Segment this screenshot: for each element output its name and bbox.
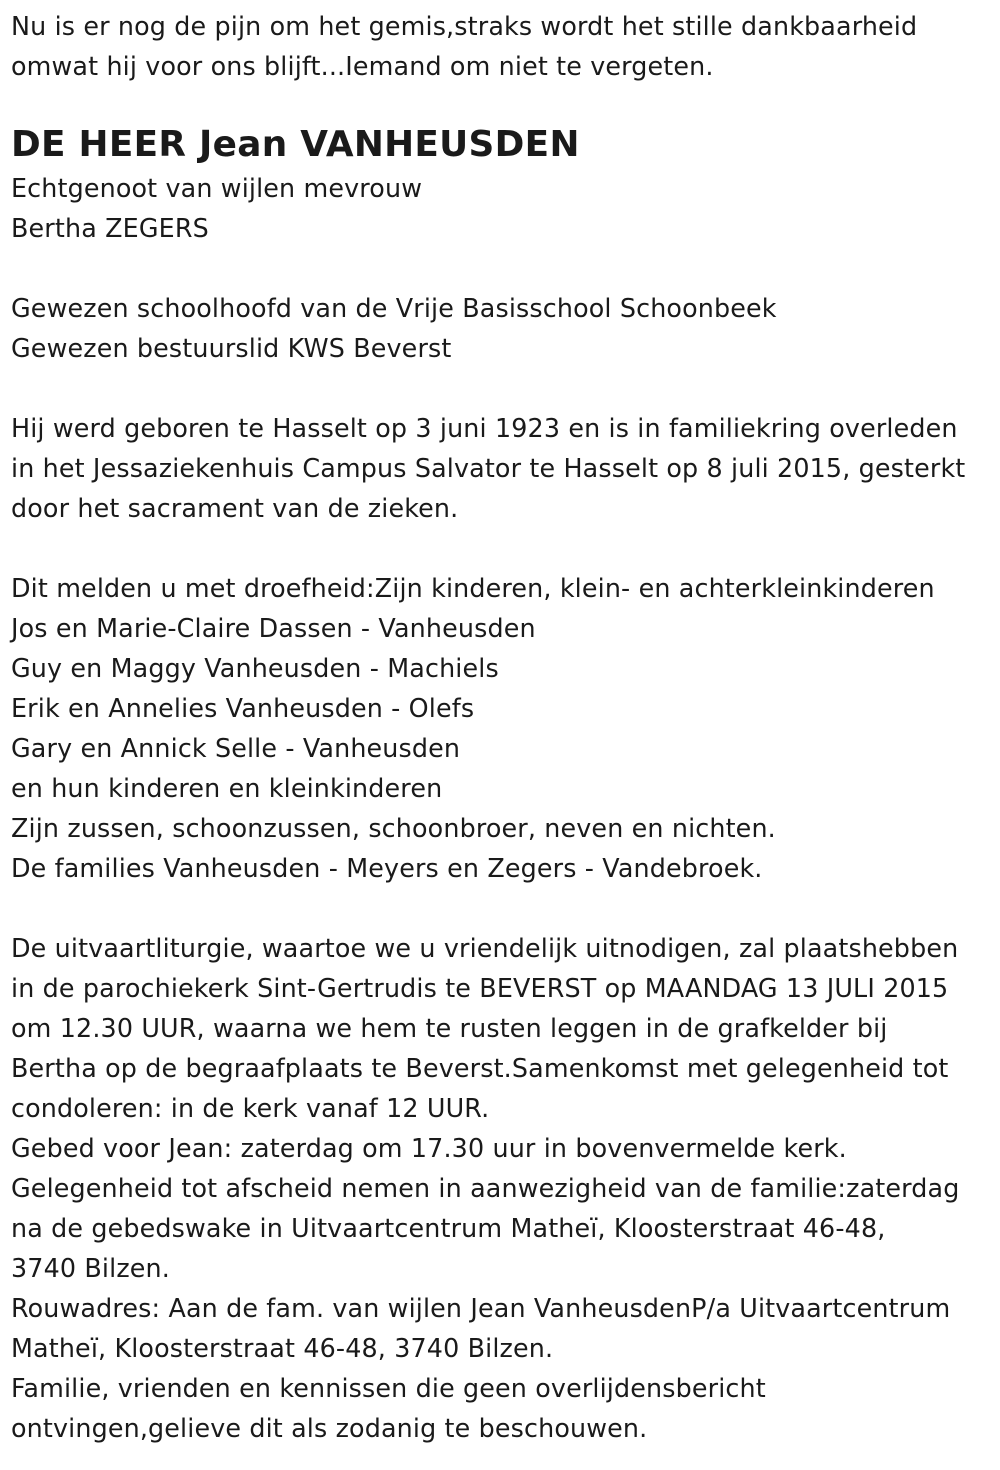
family-line: Guy en Maggy Vanheusden - Machiels xyxy=(11,654,499,684)
funeral-line: Familie, vrienden en kennissen die geen overlijdensbericht xyxy=(11,1374,766,1404)
family-line: Dit melden u met droefheid:Zijn kinderen, klein- en achterkleinkinderen xyxy=(11,574,935,604)
birth-death-line: Hij werd geboren te Hasselt op 3 juni 1923 en is in familiekring overleden xyxy=(11,414,958,444)
spouse-line: Bertha ZEGERS xyxy=(11,214,209,244)
family-line: Gary en Annick Selle - Vanheusden xyxy=(11,734,461,764)
function-line: Gewezen bestuurslid KWS Beverst xyxy=(11,334,452,364)
deceased-name-title: DE HEER Jean VANHEUSDEN xyxy=(11,124,580,165)
funeral-line: De uitvaartliturgie, waartoe we u vriendelijk uitnodigen, zal plaatshebben xyxy=(11,934,959,964)
funeral-line: om 12.30 UUR, waarna we hem te rusten leggen in de grafkelder bij xyxy=(11,1014,888,1044)
funeral-line: ontvingen,gelieve dit als zodanig te beschouwen. xyxy=(11,1414,648,1444)
family-line: Erik en Annelies Vanheusden - Olefs xyxy=(11,694,475,724)
funeral-line: Gelegenheid tot afscheid nemen in aanwezigheid van de familie:zaterdag xyxy=(11,1174,960,1204)
funeral-line: 3740 Bilzen. xyxy=(11,1254,170,1284)
family-line: De families Vanheusden - Meyers en Zegers - Vandebroek. xyxy=(11,854,763,884)
birth-death-line: in het Jessaziekenhuis Campus Salvator te Hasselt op 8 juli 2015, gesterkt xyxy=(11,454,966,484)
funeral-line: Bertha op de begraafplaats te Beverst.Samenkomst met gelegenheid tot xyxy=(11,1054,949,1084)
spouse-line: Echtgenoot van wijlen mevrouw xyxy=(11,174,423,204)
family-block xyxy=(11,569,996,889)
funeral-block xyxy=(11,929,996,1449)
funeral-line: Rouwadres: Aan de fam. van wijlen Jean VanheusdenP/a Uitvaartcentrum xyxy=(11,1294,951,1324)
intro-quote xyxy=(11,7,996,87)
spacer xyxy=(11,249,996,289)
intro-line: omwat hij voor ons blijft...Iemand om niet te vergeten. xyxy=(11,52,714,82)
funeral-line: Gebed voor Jean: zaterdag om 17.30 uur in bovenvermelde kerk. xyxy=(11,1134,847,1164)
intro-line: Nu is er nog de pijn om het gemis,straks wordt het stille dankbaarheid xyxy=(11,12,918,42)
birth-death-block xyxy=(11,409,996,529)
family-line: Zijn zussen, schoonzussen, schoonbroer, neven en nichten. xyxy=(11,814,776,844)
spacer xyxy=(11,529,996,569)
funeral-line: na de gebedswake in Uitvaartcentrum Matheï, Kloosterstraat 46-48, xyxy=(11,1214,886,1244)
family-line: en hun kinderen en kleinkinderen xyxy=(11,774,443,804)
functions-block xyxy=(11,289,996,369)
spacer xyxy=(11,369,996,409)
obituary-document xyxy=(11,7,996,1449)
birth-death-line: door het sacrament van de zieken. xyxy=(11,494,459,524)
function-line: Gewezen schoolhoofd van de Vrije Basisschool Schoonbeek xyxy=(11,294,777,324)
funeral-line: condoleren: in de kerk vanaf 12 UUR. xyxy=(11,1094,490,1124)
spouse-block xyxy=(11,169,996,249)
spacer xyxy=(11,889,996,929)
funeral-line: Matheï, Kloosterstraat 46-48, 3740 Bilzen. xyxy=(11,1334,554,1364)
family-line: Jos en Marie-Claire Dassen - Vanheusden xyxy=(11,614,536,644)
funeral-line: in de parochiekerk Sint-Gertrudis te BEVERST op MAANDAG 13 JULI 2015 xyxy=(11,974,949,1004)
